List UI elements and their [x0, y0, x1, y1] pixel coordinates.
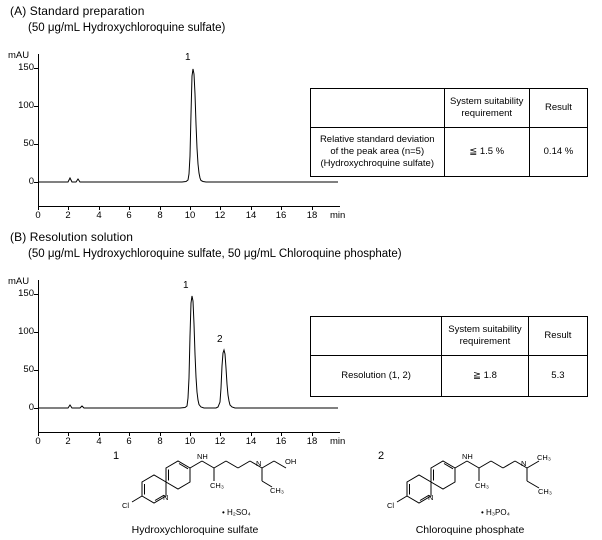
- x-label-b-18: 18: [306, 436, 318, 447]
- table-row: [311, 128, 588, 177]
- x-label-a-8: 8: [157, 210, 163, 221]
- y-label-a-50: 50: [23, 138, 34, 149]
- svg-text:Cl: Cl: [122, 501, 130, 510]
- trace-a: [30, 44, 350, 214]
- panel-a-heading: (A) Standard preparation: [10, 4, 145, 18]
- svg-text:Cl: Cl: [387, 501, 395, 510]
- structure-left-salt: • H₂SO₄: [222, 508, 251, 517]
- table-b-header-requirement: [442, 317, 529, 356]
- x-label-a-0: 0: [35, 210, 41, 221]
- panel-a-subtitle: (50 μg/mL Hydroxychloroquine sulfate): [28, 22, 226, 34]
- panel-b-heading: (B) Resolution solution: [10, 230, 134, 244]
- table-a-header-req-l2: requirement: [461, 108, 513, 119]
- y-label-b-0: 0: [28, 402, 34, 413]
- table-row: [311, 89, 588, 128]
- y-axis-unit-b: mAU: [8, 276, 30, 287]
- x-label-b-2: 2: [65, 436, 71, 447]
- x-label-a-14: 14: [245, 210, 257, 221]
- table-b-header-blank: [311, 317, 442, 356]
- x-label-a-2: 2: [65, 210, 71, 221]
- svg-text:N: N: [163, 493, 169, 502]
- svg-text:CH₃: CH₃: [538, 487, 552, 496]
- x-label-a-12: 12: [214, 210, 226, 221]
- table-a-row-result: 0.14 %: [529, 128, 587, 177]
- y-label-a-100: 100: [18, 100, 34, 111]
- svg-text:N: N: [428, 493, 434, 502]
- structure-right-name: Chloroquine phosphate: [415, 524, 525, 536]
- x-label-b-16: 16: [275, 436, 287, 447]
- structure-right-number: 2: [378, 450, 385, 462]
- svg-text:CH₃: CH₃: [475, 481, 489, 490]
- svg-text:CH₃: CH₃: [537, 453, 551, 462]
- table-a-header-requirement: [444, 89, 529, 128]
- trace-b: [30, 270, 350, 440]
- table-a-row-label-l3: (Hydroxychroquine sulfate): [320, 157, 435, 169]
- x-label-b-8: 8: [157, 436, 163, 447]
- svg-text:N: N: [521, 459, 527, 468]
- table-a-row-requirement: ≦ 1.5 %: [444, 128, 529, 177]
- table-a-header-blank: [311, 89, 445, 128]
- x-label-a-6: 6: [126, 210, 132, 221]
- x-label-b-10: 10: [184, 436, 196, 447]
- panel-b-subtitle: (50 μg/mL Hydroxychloroquine sulfate, 50 μg/mL Chloroquine phosphate): [28, 248, 402, 260]
- system-suitability-table-b: [310, 316, 588, 397]
- table-a-header-result: Result: [529, 89, 587, 128]
- peak-label-a-1: 1: [185, 52, 191, 63]
- table-b-header-req-l1: System suitability: [448, 324, 522, 336]
- table-b-row-result: 5.3: [528, 356, 587, 397]
- table-a-row-label-l2: of the peak area (n=5): [330, 146, 425, 158]
- svg-text:N: N: [256, 459, 262, 468]
- y-axis-unit-a: mAU: [8, 50, 30, 61]
- table-b-row-label: Resolution (1, 2): [311, 356, 442, 397]
- y-label-b-50: 50: [23, 364, 34, 375]
- structure-left-number: 1: [113, 450, 120, 462]
- chromatogram-a: [8, 44, 350, 221]
- y-label-b-100: 100: [18, 326, 34, 337]
- x-axis-unit-a: min: [330, 210, 346, 221]
- chromatogram-b: [8, 270, 350, 447]
- svg-text:NH: NH: [462, 452, 473, 461]
- table-a-header-req-l1: System suitability: [449, 96, 524, 108]
- x-label-b-0: 0: [35, 436, 41, 447]
- y-label-a-150: 150: [18, 62, 34, 73]
- svg-text:CH₃: CH₃: [270, 486, 284, 495]
- table-b-header-result: Result: [528, 317, 587, 356]
- table-row: [311, 317, 588, 356]
- table-b-row-requirement: ≧ 1.8: [442, 356, 529, 397]
- y-label-a-0: 0: [28, 176, 34, 187]
- peak-label-b-2: 2: [217, 334, 223, 345]
- panel-a-title: [10, 4, 144, 18]
- structure-left-name: Hydroxychloroquine sulfate: [131, 524, 259, 536]
- svg-text:NH: NH: [197, 452, 208, 461]
- x-label-b-14: 14: [245, 436, 257, 447]
- x-label-b-6: 6: [126, 436, 132, 447]
- panel-b-title: [10, 230, 133, 244]
- system-suitability-table-a: [310, 88, 588, 177]
- panel-b-subtitle-wrap: [28, 248, 402, 260]
- table-a-row-label: [311, 128, 445, 177]
- x-label-a-10: 10: [184, 210, 196, 221]
- x-label-a-18: 18: [306, 210, 318, 221]
- table-a-row-label-l1: Relative standard deviation: [319, 134, 435, 146]
- x-label-b-4: 4: [96, 436, 102, 447]
- svg-text:CH₃: CH₃: [210, 481, 224, 490]
- svg-text:OH: OH: [285, 457, 297, 466]
- table-row: [311, 356, 588, 397]
- x-label-a-4: 4: [96, 210, 102, 221]
- x-label-a-16: 16: [275, 210, 287, 221]
- x-label-b-12: 12: [214, 436, 226, 447]
- x-axis-unit-b: min: [330, 436, 346, 447]
- panel-a-subtitle-wrap: [28, 22, 225, 34]
- peak-label-b-1: 1: [183, 280, 189, 291]
- y-label-b-150: 150: [18, 288, 34, 299]
- table-b-header-req-l2: requirement: [459, 336, 511, 347]
- structure-right-salt: • H₃PO₄: [481, 508, 510, 517]
